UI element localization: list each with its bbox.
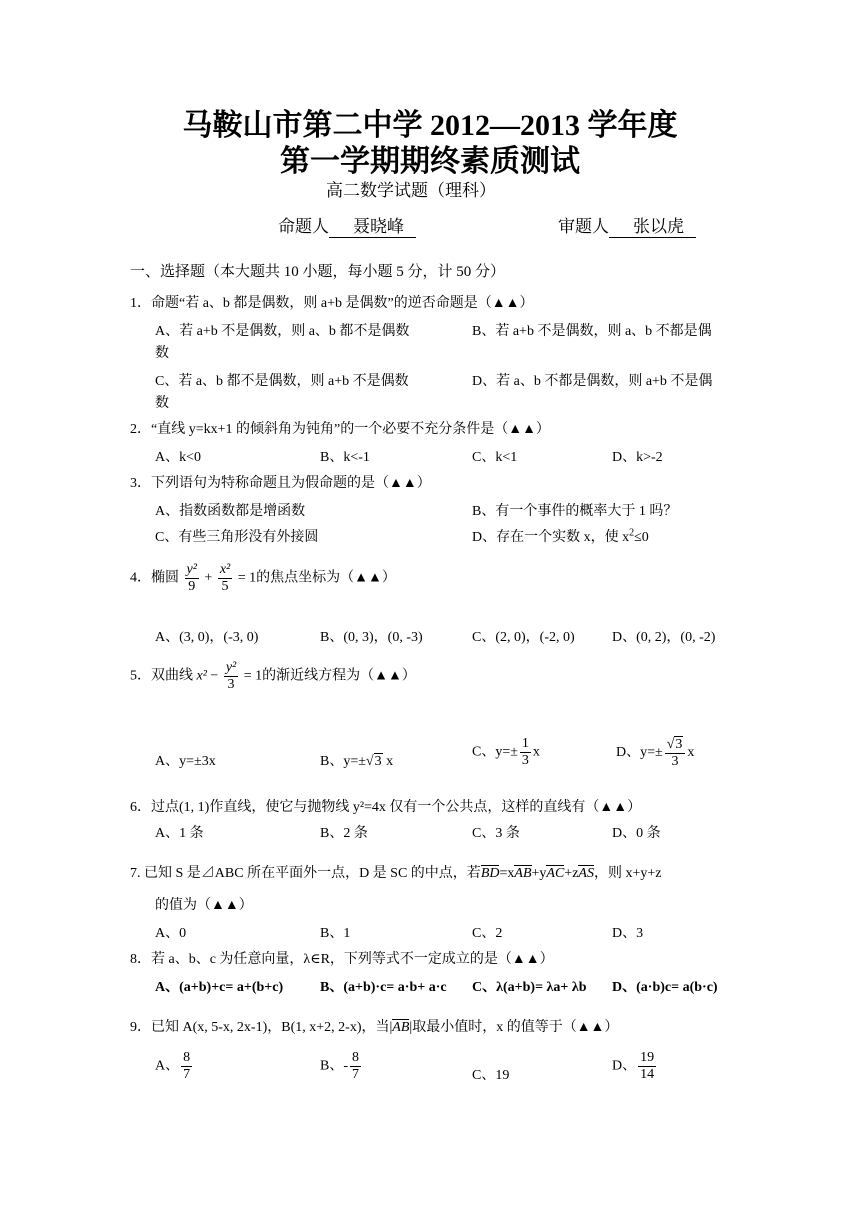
q7-vec-ac: AC — [546, 866, 565, 881]
q1-option-d: D、若 a、b 不都是偶数，则 a+b 不是偶 — [472, 374, 713, 389]
q9-b-den: 7 — [352, 1067, 359, 1082]
q9-d-num: 19 — [640, 1050, 655, 1065]
q9-option-d — [612, 1050, 658, 1083]
q3-option-d — [472, 526, 649, 546]
q5-option-c — [472, 736, 540, 769]
q9-d-frac — [638, 1050, 656, 1083]
q8-stem: 8．若 a、b、c 为任意向量，λ∈R，下列等式不一定成立的是（▲▲） — [130, 952, 554, 967]
q9-vec-ab: AB — [392, 1020, 410, 1035]
reviewer-name: 张以虎 — [609, 212, 696, 238]
q4-post: 的焦点坐标为（▲▲） — [256, 570, 396, 586]
q5-frac — [224, 660, 238, 693]
q7-pre: 7. 已知 S 是⊿ABC 所在平面外一点，D 是 SC 的中点，若 — [130, 866, 481, 881]
q8-option-b: B、(a+b)·c= a·b+ a·c — [320, 980, 447, 995]
q5-b-post: x — [382, 754, 394, 769]
q7-t3: +z — [564, 866, 579, 881]
q5-d-den: 3 — [665, 753, 686, 770]
q5-d-num: √3 — [666, 737, 683, 752]
q8-option-d: D、(a·b)c= a(b·c) — [612, 980, 718, 995]
q6-stem: 6．过点(1, 1)作直线，使它与抛物线 y²=4x 仅有一个公共点，这样的直线有（▲▲） — [130, 800, 642, 815]
q2-option-b: B、k<-1 — [320, 450, 370, 465]
title-line-2: 第一学期期终素质测试 — [280, 145, 580, 178]
q5-option-b: B、y=±√3 x — [320, 754, 394, 769]
q4-option-d: D、(0, 2)，(0, -2) — [612, 630, 716, 645]
q1-option-a: A、若 a+b 不是偶数，则 a、b 都不是偶数 — [155, 324, 410, 339]
q5-c-frac — [520, 736, 531, 769]
setter-name: 聂晓峰 — [329, 212, 416, 238]
q5-c-num: 1 — [521, 736, 529, 751]
q7-vec-bd: BD — [480, 866, 500, 881]
q4-frac2-den: 5 — [218, 578, 232, 595]
q7-stem — [130, 862, 661, 882]
q5-x2: x² — [196, 668, 207, 684]
q1-option-b-wrap: 数 — [155, 346, 169, 361]
q7-option-b: B、1 — [320, 926, 351, 941]
q9-a-pre: A、 — [155, 1058, 180, 1074]
q6-option-c: C、3 条 — [472, 826, 520, 841]
q5-option-a: A、y=±3x — [155, 754, 216, 769]
q8-option-a: A、(a+b)+c= a+(b+c) — [155, 980, 284, 995]
q9-a-den: 7 — [183, 1067, 191, 1082]
q7-stem-line2: 的值为（▲▲） — [155, 898, 253, 913]
q2-option-d: D、k>-2 — [612, 450, 663, 465]
q5-frac-den: 3 — [224, 676, 238, 693]
q6-option-a: A、1 条 — [155, 826, 204, 841]
q7-vec-ab: AB — [514, 866, 532, 881]
q4-option-c: C、(2, 0)，(-2, 0) — [472, 630, 575, 645]
q7-t1: =x — [499, 866, 515, 881]
q4-frac1-den: 9 — [185, 578, 199, 595]
q4-plus: + — [204, 570, 213, 586]
q5-post: 的渐近线方程为（▲▲） — [262, 668, 416, 684]
q9-stem — [130, 1016, 618, 1036]
setter-line — [278, 212, 416, 238]
subtitle: 高二数学试题（理科） — [326, 181, 496, 200]
q5-pre: 5．双曲线 — [130, 668, 193, 684]
q9-option-c: C、19 — [472, 1068, 510, 1083]
q9-a-num: 8 — [183, 1050, 191, 1065]
q7-option-a: A、0 — [155, 926, 187, 941]
q6-option-d: D、0 条 — [612, 826, 661, 841]
setter-label: 命题人 — [278, 217, 329, 236]
q9-a-frac — [181, 1050, 192, 1083]
q3-option-b: B、有一个事件的概率大于 1 吗？ — [472, 504, 678, 519]
q6-option-b: B、2 条 — [320, 826, 368, 841]
q5-d-rad: 3 — [675, 737, 683, 752]
q5-c-pre: C、y=± — [472, 744, 518, 760]
q1-stem: 1．命题“若 a、b 都是偶数，则 a+b 是偶数”的逆否命题是（▲▲） — [130, 296, 534, 311]
q7-option-c: C、2 — [472, 926, 503, 941]
q9-b-pre: B、- — [320, 1058, 348, 1074]
q4-frac-1 — [185, 562, 199, 595]
q5-b-pre: B、y=± — [320, 754, 366, 769]
q7-t2: +y — [531, 866, 547, 881]
q4-option-b: B、(0, 3)，(0, -3) — [320, 630, 423, 645]
q5-d-pre: D、y=± — [616, 745, 663, 761]
q5-frac-num: y² — [225, 660, 237, 675]
q3-option-c: C、有些三角形没有外接圆 — [155, 530, 319, 545]
q9-b-num: 8 — [352, 1050, 359, 1065]
q3-stem: 3．下列语句为特称命题且为假命题的是（▲▲） — [130, 476, 431, 491]
q1-option-d-wrap: 数 — [155, 396, 169, 411]
q4-pre: 4．椭圆 — [130, 570, 179, 586]
reviewer-label: 审题人 — [558, 217, 609, 236]
q4-stem — [130, 562, 396, 595]
q5-c-post: x — [532, 744, 540, 760]
section-heading: 一、选择题（本大题共 10 小题，每小题 5 分，计 50 分） — [130, 264, 506, 280]
q5-d-post: x — [687, 745, 695, 761]
q9-b-frac — [350, 1050, 361, 1083]
q5-b-rad: 3 — [374, 754, 382, 769]
q9-pre: 9．已知 A(x, 5-x, 2x-1)，B(1, x+2, 2-x)，当| — [130, 1020, 393, 1035]
reviewer-line — [558, 212, 696, 238]
q7-option-d: D、3 — [612, 926, 644, 941]
q2-option-c: C、k<1 — [472, 450, 518, 465]
q5-minus: − — [210, 668, 219, 684]
q3-d-post: ≤0 — [634, 530, 649, 545]
q5-option-d — [616, 736, 694, 770]
q5-c-den: 3 — [521, 753, 529, 768]
q4-frac2-num: x² — [219, 562, 231, 577]
q3-option-a: A、指数函数都是增函数 — [155, 504, 306, 519]
q4-frac1-num: y² — [186, 562, 197, 577]
q4-eq: = 1 — [237, 570, 257, 586]
q9-option-b — [320, 1050, 363, 1083]
q9-option-a — [155, 1050, 194, 1083]
q2-stem: 2．“直线 y=kx+1 的倾斜角为钝角”的一个必要不充分条件是（▲▲） — [130, 422, 550, 437]
q5-eq: = 1 — [243, 668, 263, 684]
q3-d-sup: 2 — [629, 527, 635, 539]
q8-option-c: C、λ(a+b)= λa+ λb — [472, 980, 587, 995]
q5-stem — [130, 660, 416, 693]
title-line-1: 马鞍山市第二中学 2012—2013 学年度 — [182, 109, 678, 142]
q9-d-den: 14 — [640, 1067, 655, 1082]
q4-option-a: A、(3, 0)，(-3, 0) — [155, 630, 259, 645]
q5-d-frac — [665, 736, 686, 770]
q7-post: ，则 x+y+z — [593, 866, 662, 881]
q9-d-pre: D、 — [612, 1058, 637, 1074]
q3-d-pre: D、存在一个实数 x，使 x — [472, 530, 630, 545]
q1-option-c: C、若 a、b 都不是偶数，则 a+b 不是偶数 — [155, 374, 409, 389]
q4-frac-2 — [218, 562, 232, 595]
q9-post: |取最小值时，x 的值等于（▲▲） — [409, 1020, 619, 1035]
q2-option-a: A、k<0 — [155, 450, 202, 465]
q7-vec-as: AS — [578, 866, 594, 881]
q1-option-b: B、若 a+b 不是偶数，则 a、b 不都是偶 — [472, 324, 712, 339]
